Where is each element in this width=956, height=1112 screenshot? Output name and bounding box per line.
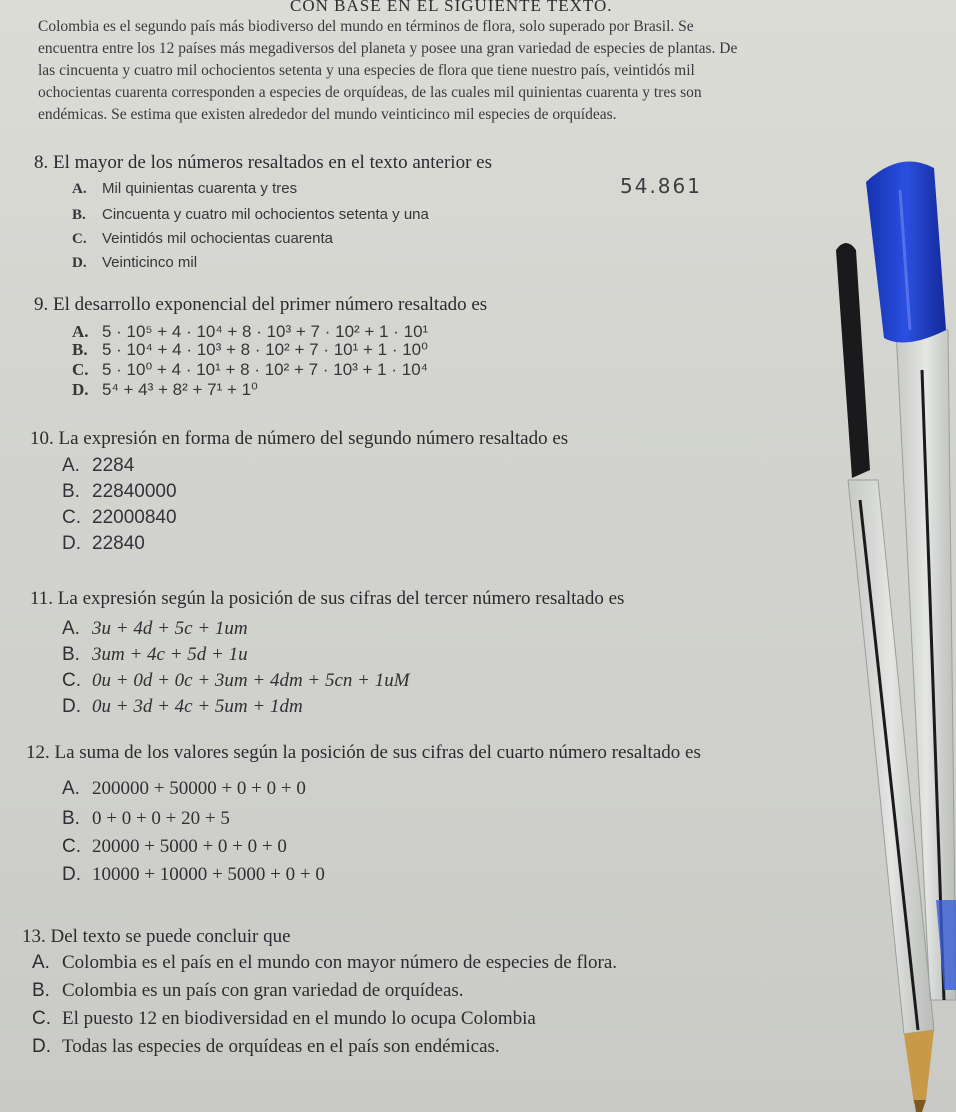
option-letter: D. bbox=[62, 864, 81, 885]
option-letter: D. bbox=[72, 255, 87, 271]
question-stem: 10. La expresión en forma de número del segundo número resaltado es bbox=[30, 428, 569, 449]
passage-line: encuentra entre los 12 países más megadiversos del planeta y posee una gran variedad de especies de plantas. De bbox=[38, 40, 738, 57]
option-text: 0 + 0 + 0 + 20 + 5 bbox=[92, 808, 230, 829]
option-text: Mil quinientas cuarenta y tres bbox=[102, 180, 298, 197]
option-letter: B. bbox=[62, 644, 80, 665]
option-text: Todas las especies de orquídeas en el país son endémicas. bbox=[62, 1036, 500, 1057]
handwritten-note: 54.861 bbox=[620, 174, 702, 198]
question-stem: 12. La suma de los valores según la posición de sus cifras del cuarto número resaltado es bbox=[26, 742, 701, 763]
option-text: 5 · 10⁵ + 4 · 10⁴ + 8 · 10³ + 7 · 10² + 1 · 10¹ bbox=[102, 322, 429, 341]
option-text: 3um + 4c + 5d + 1u bbox=[92, 644, 248, 665]
option-text: 200000 + 50000 + 0 + 0 + 0 bbox=[92, 778, 306, 799]
option-letter: A. bbox=[72, 322, 89, 341]
option-letter: A. bbox=[32, 952, 50, 973]
option-text: 22000840 bbox=[92, 507, 177, 528]
option-letter: A. bbox=[62, 455, 80, 476]
option-letter: B. bbox=[62, 481, 80, 502]
option-text: 5 · 10⁴ + 4 · 10³ + 8 · 10² + 7 · 10¹ + 1 · 10⁰ bbox=[102, 340, 428, 359]
question-stem: 8. El mayor de los números resaltados en el texto anterior es bbox=[34, 152, 492, 173]
option-letter: D. bbox=[32, 1036, 51, 1057]
option-letter: D. bbox=[62, 533, 81, 554]
option-text: Colombia es el país en el mundo con mayor número de especies de flora. bbox=[62, 952, 618, 973]
option-letter: B. bbox=[32, 980, 50, 1001]
option-text: Veinticinco mil bbox=[102, 254, 198, 271]
option-text: 3u + 4d + 5c + 1um bbox=[92, 618, 248, 639]
option-letter: B. bbox=[62, 808, 80, 829]
option-text: 5⁴ + 4³ + 8² + 7¹ + 1⁰ bbox=[102, 380, 258, 399]
option-letter: C. bbox=[72, 360, 89, 379]
option-letter: B. bbox=[72, 207, 86, 223]
option-text: 20000 + 5000 + 0 + 0 + 0 bbox=[92, 836, 287, 857]
option-letter: A. bbox=[62, 618, 80, 639]
option-letter: C. bbox=[72, 231, 87, 247]
option-text: 2284 bbox=[92, 455, 135, 476]
option-text: 5 · 10⁰ + 4 · 10¹ + 8 · 10² + 7 · 10³ + 1 · 10⁴ bbox=[102, 360, 428, 379]
instructions-header: CON BASE EN EL SIGUIENTE TEXTO. bbox=[290, 0, 613, 15]
passage-line: ochocientas cuarenta corresponden a especies de orquídeas, de las cuales mil quinientas cuarenta y tres son bbox=[38, 84, 702, 101]
option-letter: A. bbox=[72, 181, 87, 197]
passage-line: endémicas. Se estima que existen alrededor del mundo veinticinco mil especies de orquídeas. bbox=[38, 106, 617, 123]
option-text: Cincuenta y cuatro mil ochocientos setenta y una bbox=[102, 206, 429, 223]
option-text: 0u + 3d + 4c + 5um + 1dm bbox=[92, 696, 303, 717]
option-text: 0u + 0d + 0c + 3um + 4dm + 5cn + 1uM bbox=[92, 670, 410, 691]
option-letter: C. bbox=[32, 1008, 51, 1029]
option-text: Colombia es un país con gran variedad de orquídeas. bbox=[62, 980, 464, 1001]
option-letter: C. bbox=[62, 670, 81, 691]
question-stem: 9. El desarrollo exponencial del primer número resaltado es bbox=[34, 294, 488, 315]
option-letter: B. bbox=[72, 340, 88, 359]
option-letter: D. bbox=[62, 696, 81, 717]
passage-line: las cincuenta y cuatro mil ochocientos setenta y una especies de flora que tiene nuestro país, veintidós mil bbox=[38, 62, 695, 79]
question-stem: 13. Del texto se puede concluir que bbox=[22, 926, 291, 947]
option-text: El puesto 12 en biodiversidad en el mundo lo ocupa Colombia bbox=[62, 1008, 536, 1029]
option-letter: C. bbox=[62, 507, 81, 528]
option-letter: D. bbox=[72, 380, 89, 399]
passage-line: Colombia es el segundo país más biodiverso del mundo en términos de flora, solo superado por Brasil. Se bbox=[38, 18, 694, 35]
option-text: 10000 + 10000 + 5000 + 0 + 0 bbox=[92, 864, 325, 885]
option-text: 22840 bbox=[92, 533, 145, 554]
question-stem: 11. La expresión según la posición de sus cifras del tercer número resaltado es bbox=[30, 588, 625, 609]
option-text: Veintidós mil ochocientas cuarenta bbox=[102, 230, 333, 247]
option-letter: C. bbox=[62, 836, 81, 857]
option-text: 22840000 bbox=[92, 481, 177, 502]
option-letter: A. bbox=[62, 778, 80, 799]
